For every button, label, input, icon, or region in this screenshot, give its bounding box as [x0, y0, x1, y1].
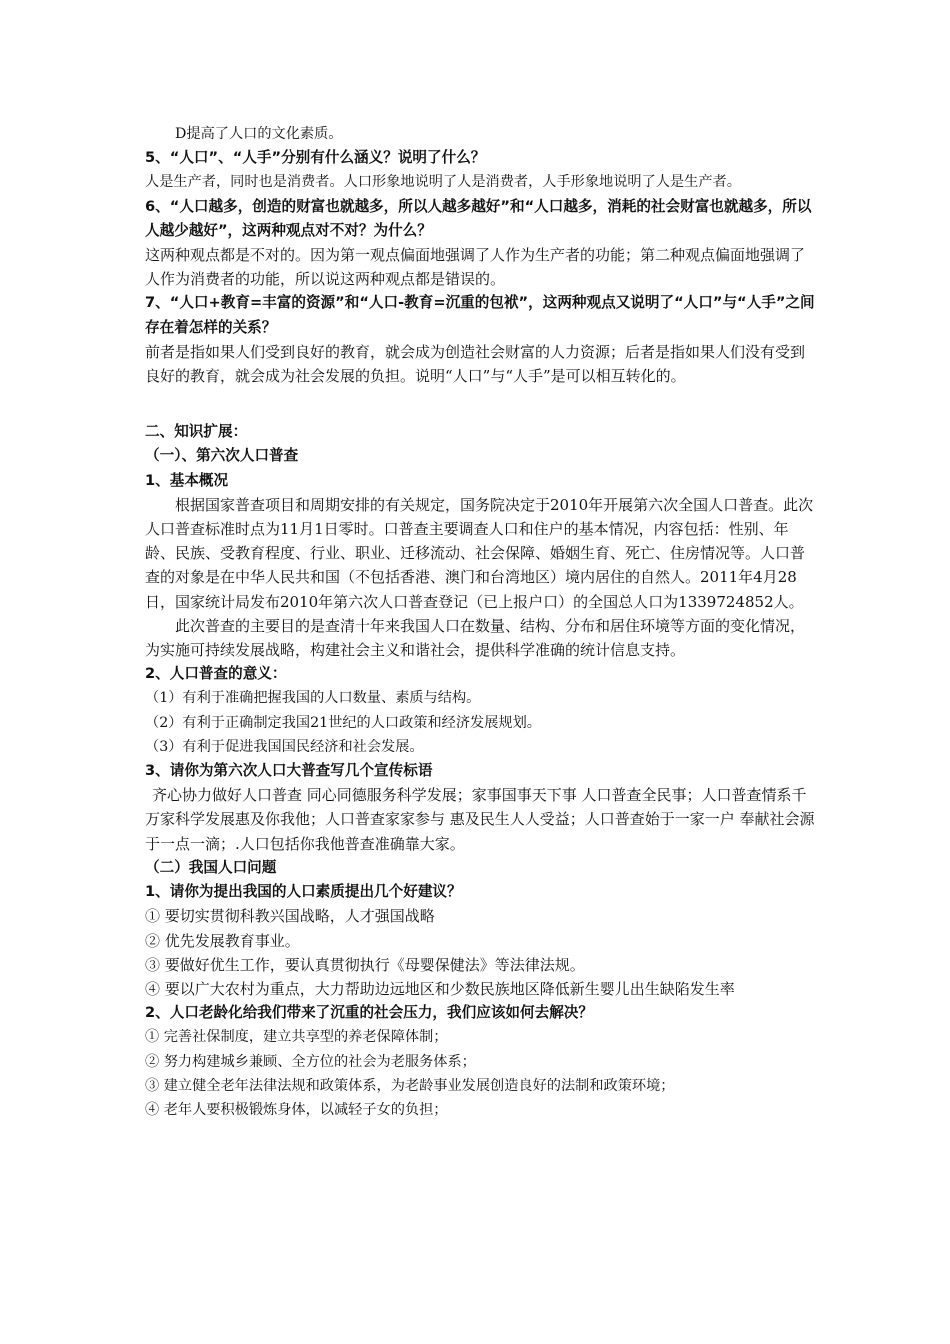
paragraph: ④ 要以广大农村为重点，大力帮助边远地区和少数民族地区降低新生婴儿出生缺陷发生率 — [145, 979, 735, 998]
heading-line: 1、基本概况 — [145, 471, 229, 489]
paragraph: 这两种观点都是不对的。因为第一观点偏面地强调了人作为生产者的功能；第二种观点偏面地强调了人作为消费者的功能，所以说这两种观点都是错误的。 — [145, 246, 806, 289]
paragraph: （3）有利于促进我国国民经济和社会发展。 — [145, 738, 424, 755]
heading-line: （一）、第六次人口普查 — [145, 447, 299, 465]
paragraph: 前者是指如果人们受到良好的教育，就会成为创造社会财富的人力资源；后者是指如果人们没有受到良好的教育，就会成为社会发展的负担。说明“人口”与“人手”是可以相互转化的。 — [145, 342, 806, 386]
heading-line: 二、知识扩展： — [145, 423, 248, 441]
heading-line: （二）我国人口问题 — [145, 858, 277, 876]
paragraph: ① 完善社保制度，建立共享型的养老保障体制； — [145, 1029, 448, 1046]
paragraph: 此次普查的主要目的是查清十年来我国人口在数量、结构、分布和居住环境等方面的变化情况，为实施可持续发展战略，构建社会主义和谐社会，提供科学准确的统计信息支持。 — [145, 616, 806, 660]
paragraph: 根据国家普查项目和周期安排的有关规定，国务院决定于2010年开展第六次全国人口普查。此次人口普查标准时点为11月1日零时。口普查主要调查人口和住户的基本情况，内容包括：性别、年龄、民族、受教育程度、行业、职业、迁移流动、社会保障、婚姻生育、死亡、住房情况等。人口普查的对象是在中华人民共和国（不包括香港、澳门和台湾地区）境内居住的自然人。2011年4月28日，国家统计局发布2010年第六次人口普查登记（已上报户口）的全国总人口为1339724852人。 — [145, 495, 814, 611]
paragraph: ① 要切实贯彻科教兴国战略，人才强国战略 — [145, 907, 435, 926]
paragraph: 齐心协力做好人口普查 同心同德服务科学发展；家事国事天下事 人口普查全民事；人口普查情系千万家科学发展惠及你我他；人口普查家家参与 惠及民生人人受益；人口普查始于一家一户 奉献社会源于一点一滴；.人口包括你我他普查准确靠大家。 — [145, 786, 815, 853]
heading-line: 5、“人口”、“人手”分别有什么涵义？说明了什么？ — [145, 149, 486, 167]
heading-line: 2、人口老龄化给我们带来了沉重的社会压力，我们应该如何去解决？ — [145, 1004, 593, 1022]
paragraph: D提高了人口的文化素质。 — [175, 126, 343, 142]
heading-line: 2、人口普查的意义： — [145, 665, 287, 683]
paragraph: ③ 要做好优生工作，要认真贯彻执行《母婴保健法》等法律法规。 — [145, 955, 585, 974]
paragraph: ② 努力构建城乡兼顾、全方位的社会为老服务体系； — [145, 1053, 476, 1070]
document-page — [145, 122, 815, 1122]
paragraph: 人是生产者，同时也是消费者。人口形象地说明了人是消费者，人手形象地说明了人是生产者。 — [145, 174, 741, 191]
heading-line: 6、“人口越多，创造的财富也就越多，所以人越多越好”和“人口越多，消耗的社会财富也就越多，所以人越少越好”，这两种观点对不对？为什么？ — [145, 197, 812, 239]
heading-line: 1、请你为提出我国的人口素质提出几个好建议？ — [145, 883, 462, 901]
paragraph: ④ 老年人要积极锻炼身体，以减轻子女的负担； — [145, 1101, 448, 1118]
paragraph: ③ 建立健全老年法律法规和政策体系，为老龄事业发展创造良好的法制和政策环境； — [145, 1077, 675, 1094]
heading-line: 3、请你为第六次人口大普查写几个宣传标语 — [145, 762, 433, 780]
heading-line: 7、“人口+教育=丰富的资源”和“人口-教育=沉重的包袱”，这两种观点又说明了“人口”与“人手”之间存在着怎样的关系？ — [145, 294, 815, 336]
blank-line — [145, 388, 815, 420]
paragraph: （2）有利于正确制定我国21世纪的人口政策和经济发展规划。 — [145, 714, 541, 731]
paragraph: ② 优先发展教育事业。 — [145, 931, 300, 950]
paragraph: （1）有利于准确把握我国的人口数量、素质与结构。 — [145, 690, 481, 707]
